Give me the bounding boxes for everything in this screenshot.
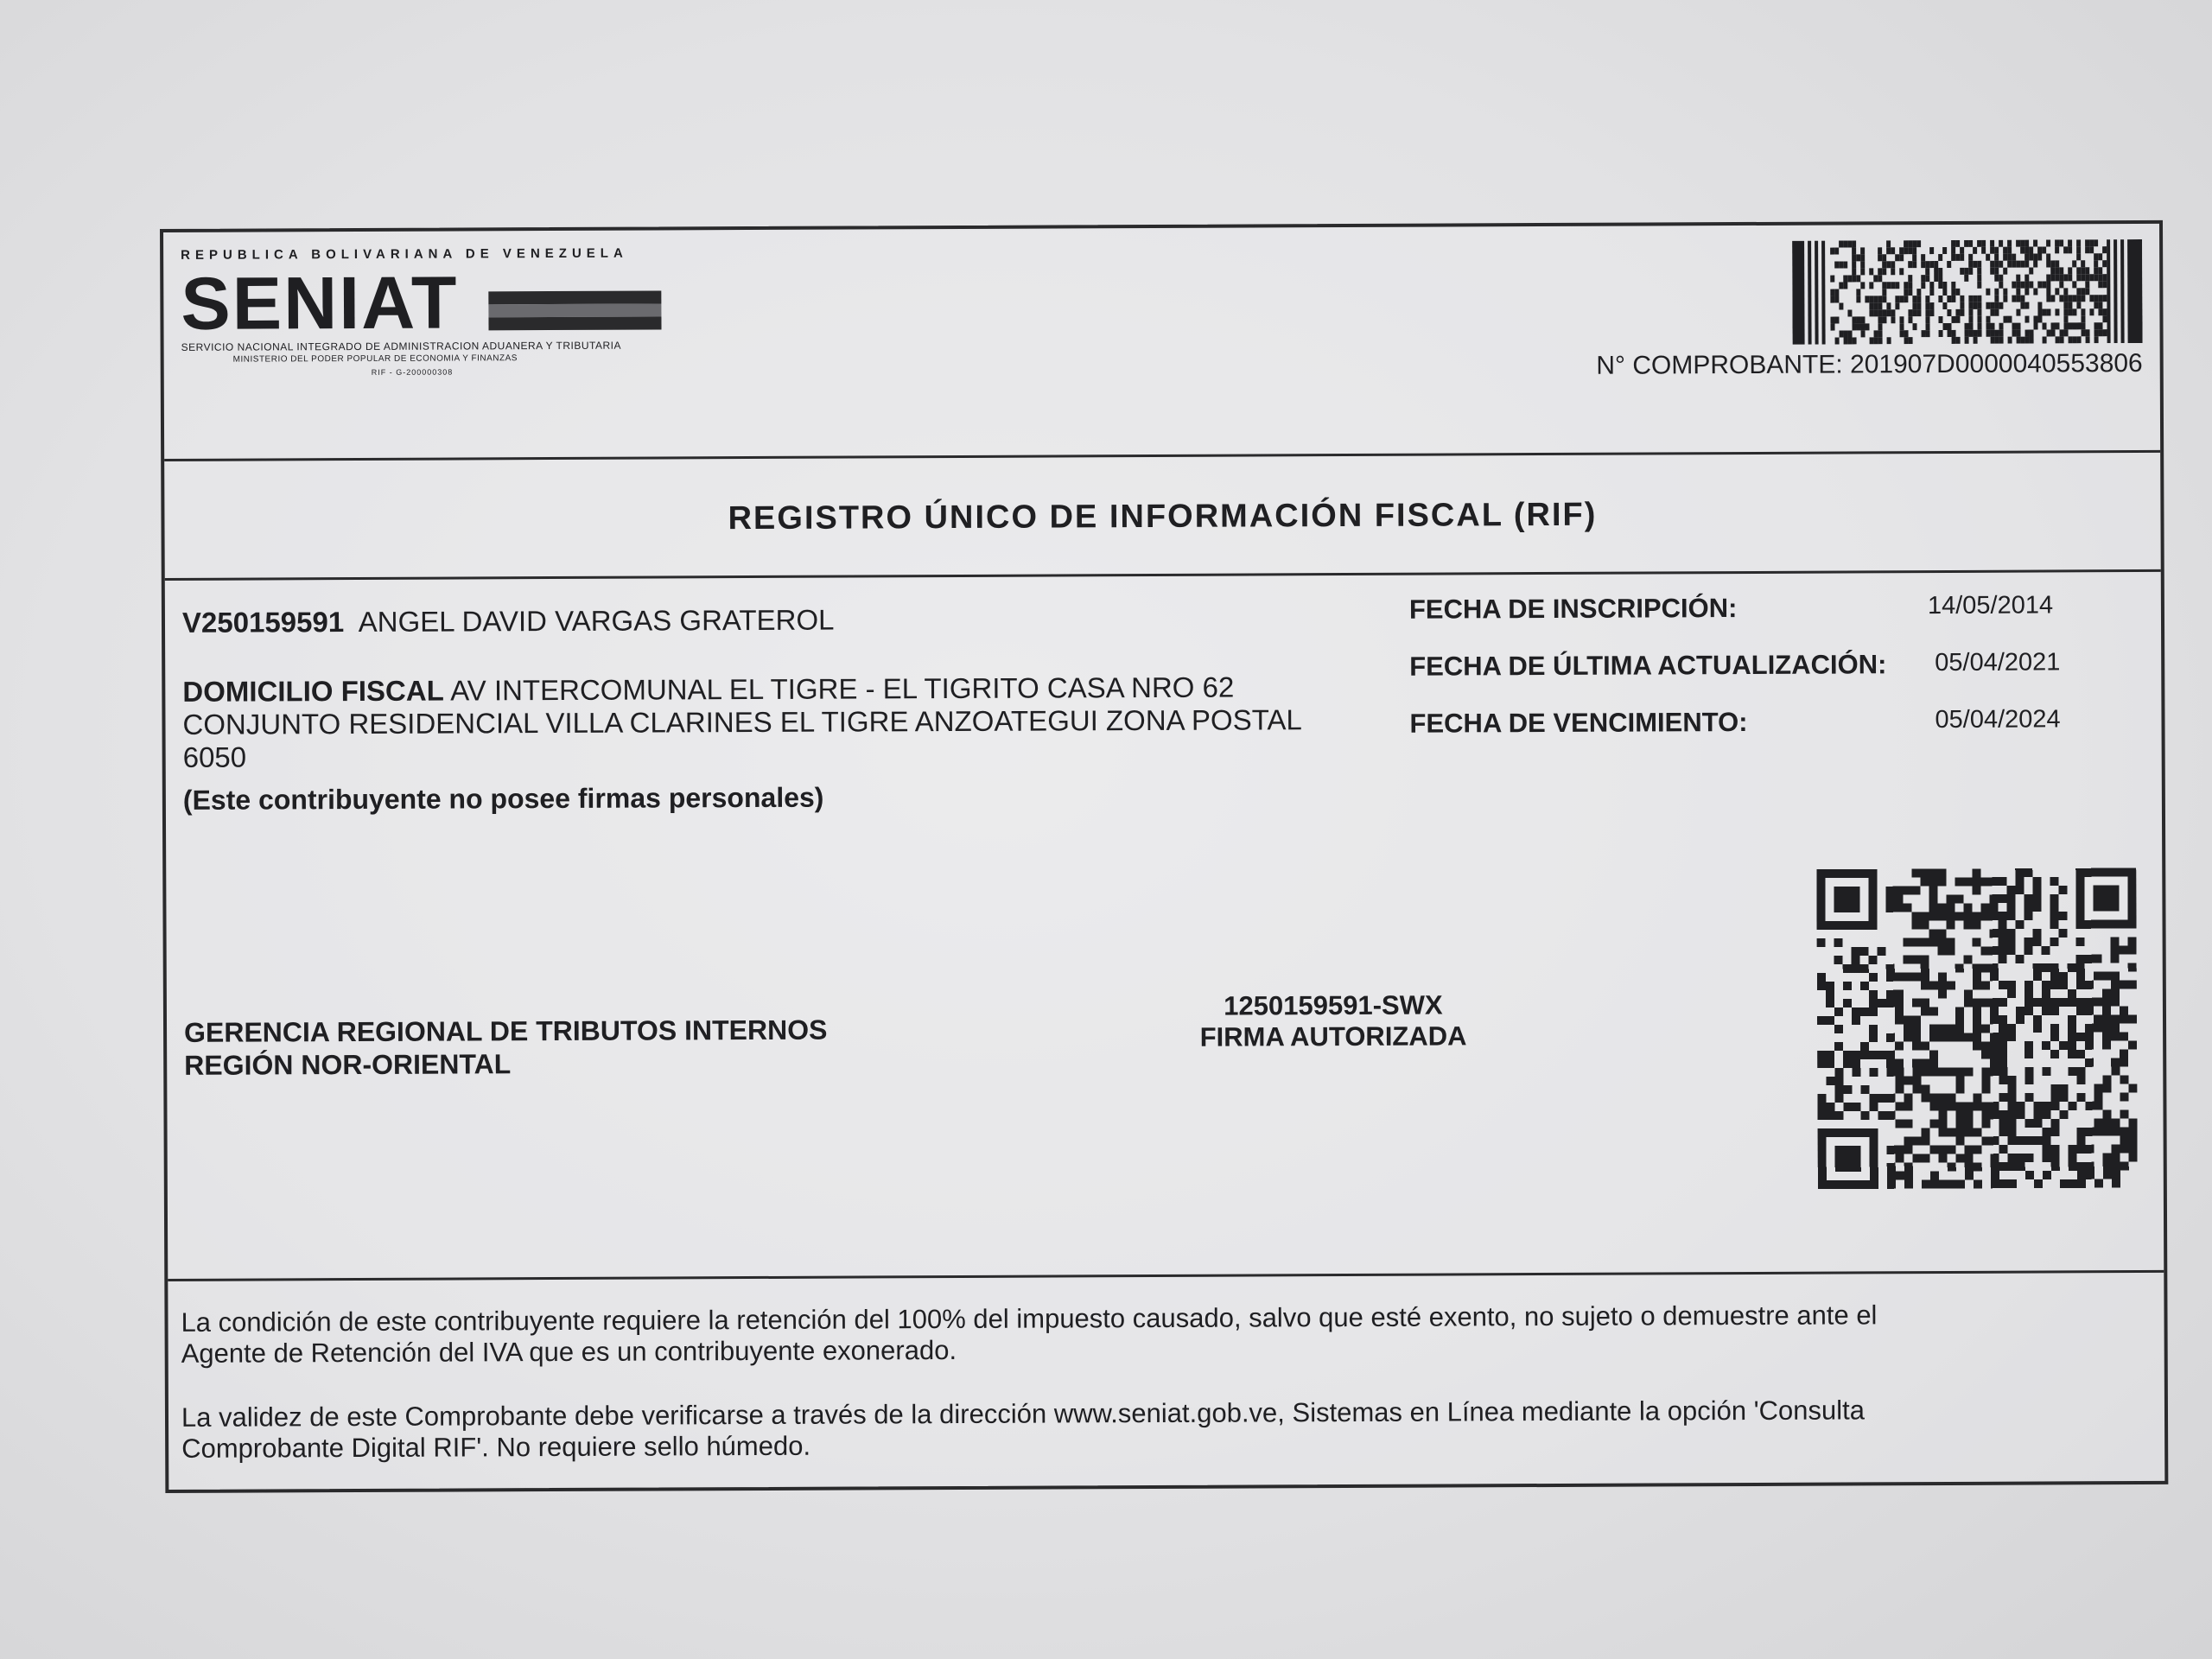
firmas-note: (Este contribuyente no posee firmas personales) [182,781,824,816]
certificate-body [165,572,2164,1281]
seniat-logo [181,245,665,377]
pdf417-barcode [1792,239,2143,345]
taxpayer-name: ANGEL DAVID VARGAS GRATEROL [358,603,835,639]
validity-notice-line-1: La validez de este Comprobante debe verificarse a través de la dirección www.seniat.gob.ve, Sistemas en Línea mediante la opción 'Consulta [181,1395,1866,1433]
rif-certificate [160,220,2168,1493]
validity-notice-line-2: Comprobante Digital RIF'. No requiere sello húmedo. [181,1430,811,1464]
domicilio-line-1 [182,671,1234,709]
certificate-header [163,224,2160,461]
logo-flag-stripes [488,290,661,330]
retention-notice-line-1: La condición de este contribuyente requiere la retención del 100% del impuesto causado, salvo que esté exento, no sujeto o demuestre ante el [181,1300,1878,1338]
gerencia-line-2: REGIÓN NOR-ORIENTAL [184,1048,512,1081]
firma-code: 1250159591-SWX [1224,989,1443,1021]
comprobante-label: N° COMPROBANTE: [1596,350,1843,380]
logo-rif-text: RIF - G-200000308 [371,367,454,377]
retention-notice [181,1299,2151,1370]
taxpayer-id-line [182,604,835,639]
validity-notice [181,1394,2152,1465]
retention-notice-line-2: Agente de Retención del IVA que es un contribuyente exonerado. [181,1334,957,1369]
vencimiento-label: FECHA DE VENCIMIENTO: [1409,706,1748,739]
firma-label: FIRMA AUTORIZADA [1199,1020,1467,1052]
gerencia-line-1: GERENCIA REGIONAL DE TRIBUTOS INTERNOS [183,1014,828,1048]
actualizacion-label: FECHA DE ÚLTIMA ACTUALIZACIÓN: [1409,649,1887,682]
actualizacion-date: 05/04/2021 [1935,648,2061,677]
certificate-footer [168,1273,2164,1490]
comprobante-value: 201907D0000040553806 [1849,348,2143,379]
inscripcion-date: 14/05/2014 [1927,591,2054,620]
comprobante-number [1596,349,2143,381]
vencimiento-date: 05/04/2024 [1935,705,2061,734]
document-title: REGISTRO ÚNICO DE INFORMACIÓN FISCAL (RIF) [728,496,1598,537]
logo-ministry-text: MINISTERIO DEL PODER POPULAR DE ECONOMIA Y FINANZAS [232,353,518,365]
logo-republic-text: REPUBLICA BOLIVARIANA DE VENEZUELA [181,245,628,263]
domicilio-address-3: 6050 [182,741,247,773]
logo-wordmark: SENIAT [181,261,459,346]
inscripcion-label: FECHA DE INSCRIPCIÓN: [1408,593,1738,625]
taxpayer-rif: V250159591 [181,606,345,639]
domicilio-label: DOMICILIO FISCAL [182,674,444,708]
domicilio-address-1: AV INTERCOMUNAL EL TIGRE - EL TIGRITO CASA NRO 62 [450,671,1235,707]
qr-code [1816,861,2138,1196]
title-band [164,453,2161,581]
domicilio-address-2: CONJUNTO RESIDENCIAL VILLA CLARINES EL TIGRE ANZOATEGUI ZONA POSTAL [182,703,1302,741]
logo-agency-text: SERVICIO NACIONAL INTEGRADO DE ADMINISTRACION ADUANERA Y TRIBUTARIA [181,339,621,353]
